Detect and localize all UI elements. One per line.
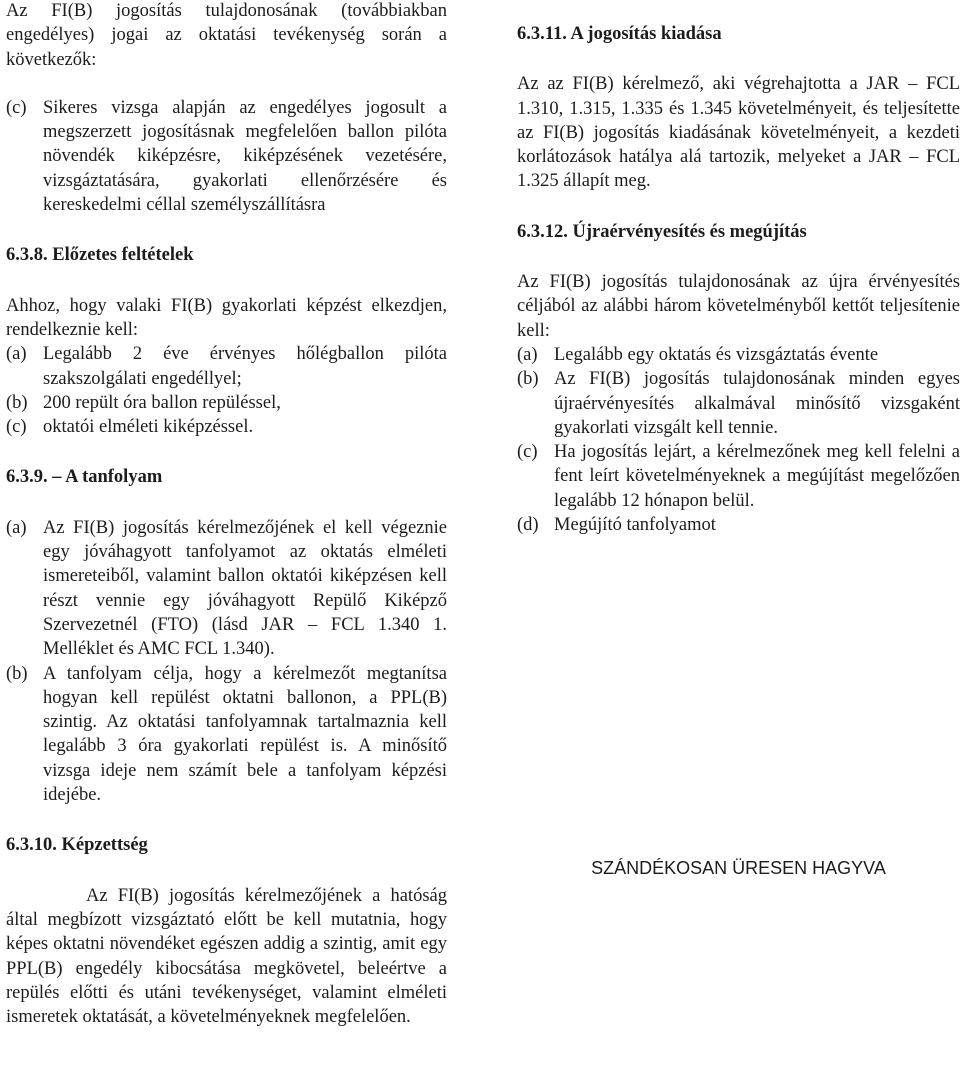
item-label: (c) bbox=[6, 97, 27, 118]
item-text: Legalább 2 éve érvényes hőlégballon pilóta szakszolgálati engedéllyel; bbox=[43, 344, 447, 389]
list-item bbox=[6, 662, 447, 808]
list-item bbox=[517, 440, 960, 513]
intro-paragraph: Az FI(B) jogosítás tulajdonosának (továbbiakban engedélyes) jogai az oktatási tevékenység során a következők: bbox=[6, 1, 447, 70]
item-text: Legalább egy oktatás és vizsgáztatás évente bbox=[554, 344, 879, 365]
item-label: (a) bbox=[6, 344, 27, 365]
list-item bbox=[517, 343, 960, 367]
section-heading-6-3-12: 6.3.12. Újraérvényesítés és megújítás bbox=[517, 221, 807, 242]
item-label: (a) bbox=[517, 344, 538, 365]
list-item bbox=[517, 513, 960, 537]
list-item bbox=[6, 415, 447, 439]
section-heading-6-3-11: 6.3.11. A jogosítás kiadása bbox=[517, 24, 722, 44]
right-column bbox=[517, 0, 960, 878]
item-label: (a) bbox=[6, 517, 27, 538]
list-item bbox=[6, 516, 447, 662]
item-label: (b) bbox=[6, 663, 28, 684]
item-text: Sikeres vizsga alapján az engedélyes jogosult a megszerzett jogosításnak megfelelően ballon pilóta növendék kiképzésre, kiképzésének vezetésére, vizsgáztatására, gyakorlati ellenőrzésére és kereskedelmi céllal személyszállításra bbox=[43, 97, 447, 216]
section-body: Az az FI(B) kérelmező, aki végrehajtotta a JAR – FCL 1.310, 1.315, 1.335 és 1.345 követelményeit, és teljesítette az FI(B) jogosítás kiadásának követelményeit, a kezdeti korlátozások hatálya alá tartozik, melyeket a JAR – FCL 1.325 állapít meg. bbox=[517, 74, 960, 192]
privilege-item-c bbox=[6, 96, 447, 217]
item-text: Az FI(B) jogosítás tulajdonosának minden egyes újraérvényesítés alkalmával minősítő vizsgaként gyakorlati vizsgált kell tennie. bbox=[554, 369, 960, 438]
item-label: (d) bbox=[517, 515, 539, 536]
list-item bbox=[6, 391, 447, 415]
item-label: (b) bbox=[517, 369, 539, 390]
list-item bbox=[517, 367, 960, 440]
item-label: (c) bbox=[6, 417, 27, 438]
section-heading-6-3-8: 6.3.8. Előzetes feltételek bbox=[6, 245, 194, 266]
item-text: Megújító tanfolyamot bbox=[554, 515, 716, 536]
item-label: (b) bbox=[6, 392, 28, 413]
item-text: A tanfolyam célja, hogy a kérelmezőt megtanítsa hogyan kell repülést oktatni ballonon, a PPL(B) szintig. Az oktatási tanfolyamnak tartalmaznia kell legalább 3 óra gyakorlati repülést is. A minősítő vizsga ideje nem számít bele a tanfolyam képzési idejébe. bbox=[43, 663, 447, 806]
section-intro: Az FI(B) jogosítás tulajdonosának az újra érvényesítés céljából az alábbi három követelményből kettőt teljesítenie kell: bbox=[517, 272, 960, 341]
section-intro: Ahhoz, hogy valaki FI(B) gyakorlati képzést elkezdjen, rendelkeznie kell: bbox=[6, 295, 447, 340]
item-text: Ha jogosítás lejárt, a kérelmezőnek meg kell felelni a fent leírt követelményeknek a megújítást megelőzően legalább 12 hónapon belül. bbox=[554, 442, 960, 511]
item-text: Az FI(B) jogosítás kérelmezőjének el kell végeznie egy jóváhagyott tanfolyamot az oktatás elméleti ismereteiből, valamint ballon oktatói kiképzésen kell részt vennie egy jóváhagyott Repülő Kiképző Szervezetnél (FTO) (lásd JAR – FCL 1.340 1. Melléklet és AMC FCL 1.340). bbox=[43, 517, 447, 660]
left-column bbox=[6, 0, 447, 1029]
blank-page-notice: SZÁNDÉKOSAN ÜRESEN HAGYVA bbox=[591, 858, 886, 878]
item-text: 200 repült óra ballon repüléssel, bbox=[43, 392, 281, 413]
list-item bbox=[6, 342, 447, 391]
section-heading-6-3-10: 6.3.10. Képzettség bbox=[6, 835, 148, 856]
item-text: oktatói elméleti kiképzéssel. bbox=[43, 417, 254, 438]
section-body: Az FI(B) jogosítás kérelmezőjének a hatóság által megbízott vizsgáztató előtt be kell mutatnia, hogy képes oktatni növendéket egészen addig a szintig, amit egy PPL(B) engedély kibocsátása megkövetel, beleértve a repülés előtti és utáni tevékenységet, valamint elméleti ismeretek oktatását, a követelményeknek megfelelően. bbox=[6, 885, 447, 1028]
section-heading-6-3-9: 6.3.9. – A tanfolyam bbox=[6, 467, 163, 488]
item-label: (c) bbox=[517, 442, 538, 463]
